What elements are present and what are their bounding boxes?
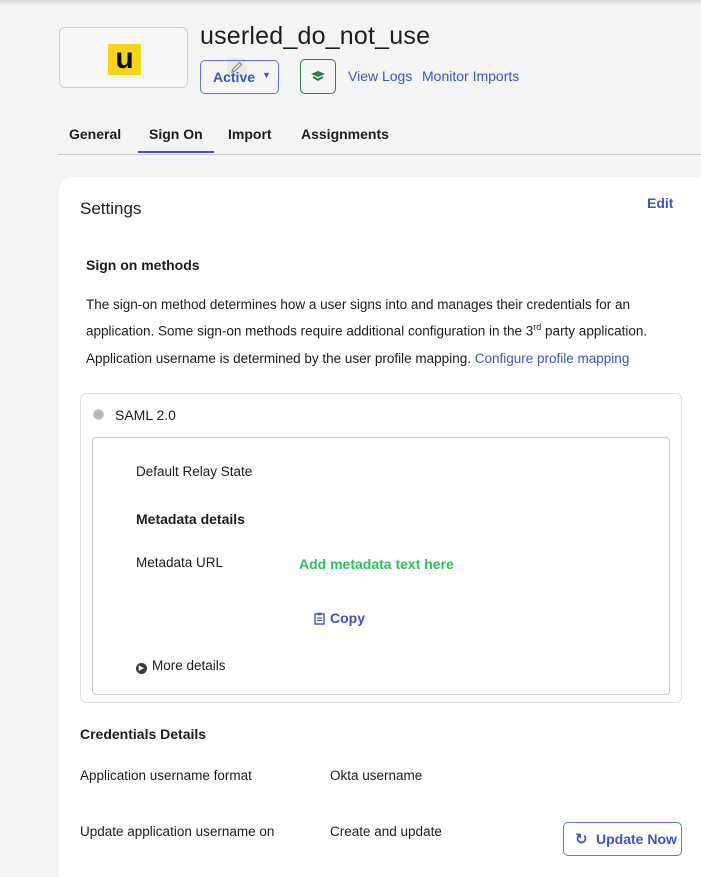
description-superscript: rd xyxy=(533,322,542,332)
settings-title: Settings xyxy=(80,199,142,218)
chevron-down-icon: ▼ xyxy=(262,70,271,80)
update-on-value: Create and update xyxy=(330,824,442,839)
copy-button[interactable] xyxy=(314,610,365,626)
sign-on-description-line1: The sign-on method determines how a user signs into and manages their credentials for an xyxy=(86,297,631,312)
status-label: Active xyxy=(213,69,256,85)
saml-radio[interactable] xyxy=(93,409,104,420)
sign-on-methods-title: Sign on methods xyxy=(86,257,200,273)
tab-bar xyxy=(58,124,701,155)
push-groups-button[interactable] xyxy=(300,59,336,94)
monitor-imports-link[interactable]: Monitor Imports xyxy=(422,68,520,84)
configure-profile-mapping-link[interactable]: Configure profile mapping xyxy=(474,351,630,366)
tab-assignments[interactable]: Assignments xyxy=(301,126,389,142)
app-logo-box xyxy=(59,27,188,88)
tab-general[interactable]: General xyxy=(69,126,122,142)
chevron-right-icon: ▶ xyxy=(136,663,147,674)
clipboard-icon xyxy=(314,612,326,625)
profile-mapping-note xyxy=(86,348,629,370)
description-text: application. Some sign-on methods require additional configuration in the 3 xyxy=(86,323,534,339)
top-shadow xyxy=(0,0,701,6)
tab-import[interactable]: Import xyxy=(228,126,272,142)
app-title: userled_do_not_use xyxy=(200,22,431,50)
view-logs-link[interactable]: View Logs xyxy=(348,68,413,84)
metadata-url-label: Metadata URL xyxy=(136,555,224,570)
saml-details-panel xyxy=(92,437,670,695)
saml-method-box xyxy=(80,393,682,703)
copy-label: Copy xyxy=(330,610,365,626)
edit-button[interactable]: Edit xyxy=(647,195,674,211)
default-relay-state-label: Default Relay State xyxy=(136,464,253,479)
metadata-details-title: Metadata details xyxy=(136,511,245,527)
more-details-toggle[interactable] xyxy=(136,658,226,674)
sign-on-description-line2 xyxy=(86,316,647,343)
app-logo: u xyxy=(108,44,141,75)
description-text-end: party application. xyxy=(541,323,648,339)
status-dropdown[interactable] xyxy=(200,60,279,94)
update-now-button[interactable] xyxy=(563,822,682,856)
tab-sign-on[interactable]: Sign On xyxy=(149,126,203,142)
username-format-label: Application username format xyxy=(80,768,252,783)
saml-label: SAML 2.0 xyxy=(115,407,176,423)
metadata-url-value: Add metadata text here xyxy=(299,556,454,572)
update-now-label: Update Now xyxy=(596,831,677,847)
push-icon xyxy=(311,71,325,82)
username-format-value: Okta username xyxy=(330,768,423,783)
refresh-icon: ↻ xyxy=(575,831,588,848)
profile-mapping-text: Application username is determined by the user profile mapping. xyxy=(86,351,471,366)
credentials-details-title: Credentials Details xyxy=(80,726,207,742)
settings-card xyxy=(59,177,701,877)
more-details-label: More details xyxy=(152,658,226,673)
update-on-label: Update application username on xyxy=(80,824,275,839)
